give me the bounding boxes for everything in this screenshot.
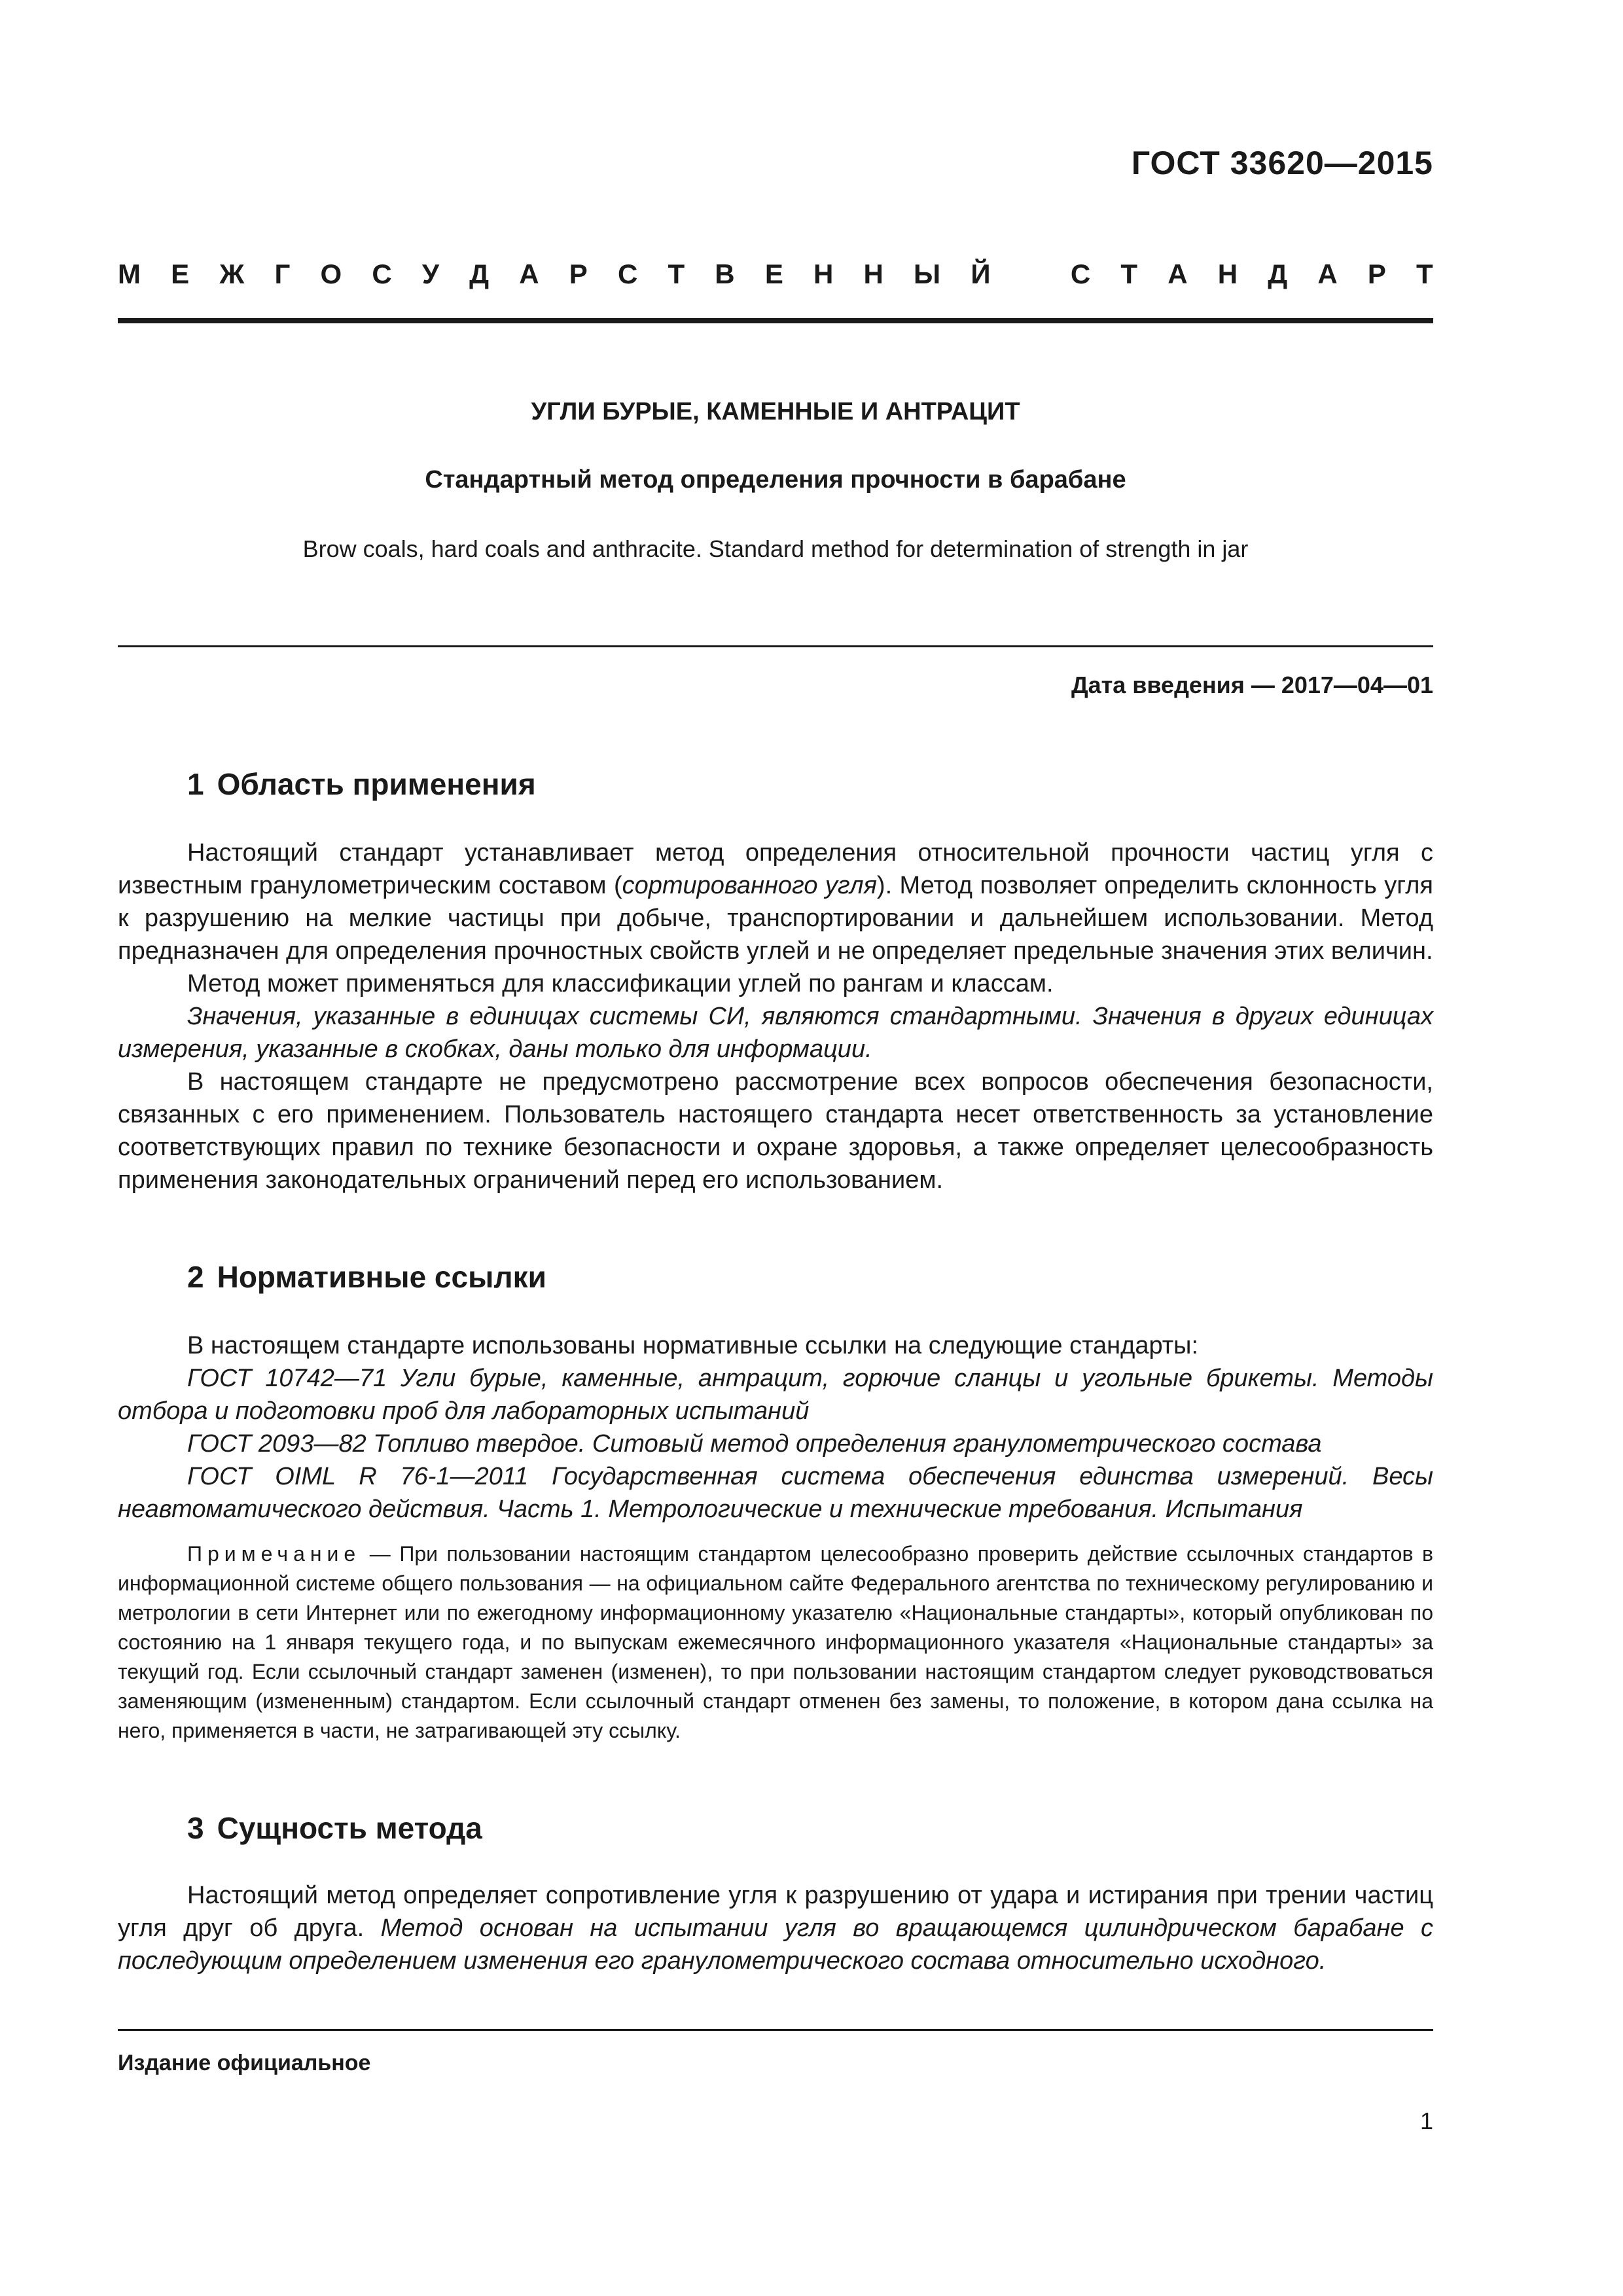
banner-letter: Р: [1367, 259, 1386, 289]
paragraph: В настоящем стандарте использованы нормативные ссылки на следующие стандарты:: [187, 1332, 1199, 1359]
section-title: Нормативные ссылки: [217, 1260, 546, 1294]
banner-letter: М: [118, 259, 141, 289]
banner-letter: С: [617, 259, 638, 289]
page-number: 1: [1419, 2108, 1433, 2134]
banner-letter: Т: [1416, 259, 1433, 289]
document-subtitle: Стандартный метод определения прочности в барабане: [425, 466, 1126, 493]
italic-term: сортированного угля: [622, 872, 877, 899]
section-3-heading: [187, 1810, 482, 1846]
section-2-heading: [187, 1259, 546, 1295]
paragraph: [118, 1879, 1433, 1977]
paragraph: [118, 836, 1433, 967]
banner-letter: Ж: [219, 259, 245, 289]
normative-reference: ГОСТ 10742—71 Угли бурые, каменные, антрацит, горючие сланцы и угольные брикеты. Методы отбора и подготовки проб для лабораторных испытаний: [118, 1365, 1433, 1425]
banner-letter: Й: [971, 259, 991, 289]
section-1-body: [118, 836, 1433, 1196]
normative-reference: ГОСТ 2093—82 Топливо твердое. Ситовый метод определения гранулометрического состава: [187, 1430, 1322, 1458]
banner-letter: Е: [171, 259, 190, 289]
banner-gap: [1021, 259, 1041, 290]
document-title-english: Brow coals, hard coals and anthracite. Standard method for determination of strength in jar: [302, 535, 1249, 562]
banner-letter: Н: [863, 259, 883, 289]
text-run: Настоящий метод определяет сопротивление угля к разрушению от удара и истирания при трении частиц угля друг об друга.: [118, 1882, 1433, 1942]
banner-letter: Д: [1268, 259, 1288, 289]
introduction-date: Дата введения — 2017—04—01: [1071, 672, 1433, 698]
banner-letter: Т: [668, 259, 685, 289]
banner-letter: Т: [1120, 259, 1138, 289]
banner-letter: Д: [469, 259, 490, 289]
standard-number: ГОСТ 33620—2015: [1131, 145, 1433, 181]
banner-letter: В: [715, 259, 735, 289]
normative-reference: ГОСТ OIML R 76-1—2011 Государственная система обеспечения единства измерений. Весы неавтоматического действия. Часть 1. Метрологические и технические требования. Испытания: [118, 1463, 1433, 1523]
section-2-note: [118, 1539, 1433, 1746]
banner-letter: С: [1070, 259, 1091, 289]
note-paragraph: [118, 1539, 1433, 1746]
italic-text: Метод основан на испытании угля во вращающемся цилиндрическом барабане с последующим определением изменения его гранулометрического состава относительно исходного.: [118, 1914, 1433, 1975]
banner-letter: Н: [1217, 259, 1238, 289]
banner-letter: У: [421, 259, 439, 289]
note-label: Примечание: [187, 1542, 361, 1566]
standard-type-banner: [118, 259, 1433, 290]
banner-letter: Е: [764, 259, 783, 289]
paragraph: Метод может применяться для классификации углей по рангам и классам.: [187, 970, 1054, 997]
banner-letter: Н: [813, 259, 834, 289]
section-1-heading: [187, 766, 536, 802]
banner-letter: А: [519, 259, 539, 289]
header-rule: [118, 318, 1433, 323]
official-edition-label: Издание официальное: [118, 2051, 371, 2075]
section-title: Сущность метода: [217, 1811, 482, 1845]
document-title: УГЛИ БУРЫЕ, КАМЕННЫЕ И АНТРАЦИТ: [531, 398, 1020, 425]
paragraph: В настоящем стандарте не предусмотрено рассмотрение всех вопросов обеспечения безопасности, связанных с его применением. Пользователь настоящего стандарта несет ответственность за установление соответствующих правил по технике безопасности и охране здоровья, а также определяет целесообразность применения законодательных ограничений перед его использованием.: [118, 1068, 1433, 1194]
text-run: Настоящий стандарт устанавливает метод определения относительной прочности частиц угля с известным гранулометрическим составом (: [118, 839, 1433, 899]
paragraph-italic: Значения, указанные в единицах системы СИ, являются стандартными. Значения в других единицах измерения, указанные в скобках, даны только для информации.: [118, 1003, 1433, 1063]
section-2-body: [118, 1329, 1433, 1526]
section-number: 3: [187, 1811, 204, 1845]
title-rule: [118, 645, 1433, 647]
banner-letter: А: [1168, 259, 1188, 289]
section-number: 1: [187, 767, 204, 801]
section-number: 2: [187, 1260, 204, 1294]
note-text: — При пользовании настоящим стандартом целесообразно проверить действие ссылочных стандартов в информационной системе общего пользования — на официальном сайте Федерального агентства по техническому регулированию и метрологии в сети Интернет или по ежегодному информационному указателю «Национальные стандарты», который опубликован по состоянию на 1 января текущего года, и по выпускам ежемесячного информационного указателя «Национальные стандарты» за текущий год. Если ссылочный стандарт заменен (изменен), то при пользовании настоящим стандартом следует руководствоваться заменяющим (измененным) стандартом. Если ссылочный стандарт отменен без замены, то положение, в котором дана ссылка на него, применяется в части, не затрагивающей эту ссылку.: [118, 1542, 1433, 1742]
footer-rule: [118, 2029, 1433, 2031]
section-title: Область применения: [217, 767, 536, 801]
banner-letter: Р: [569, 259, 588, 289]
banner-letter: С: [372, 259, 392, 289]
section-3-body: [118, 1879, 1433, 1977]
banner-letter: Ы: [914, 259, 941, 289]
banner-letter: А: [1317, 259, 1338, 289]
banner-letter: О: [320, 259, 342, 289]
banner-letter: Г: [274, 259, 291, 289]
text-run: ). Метод позволяет определить склонность угля к разрушению на мелкие частицы при добыче, транспортировании и дальнейшем использовании. Метод предназначен для определения прочностных свойств углей и не определяет предельные значения этих величин.: [118, 872, 1433, 965]
